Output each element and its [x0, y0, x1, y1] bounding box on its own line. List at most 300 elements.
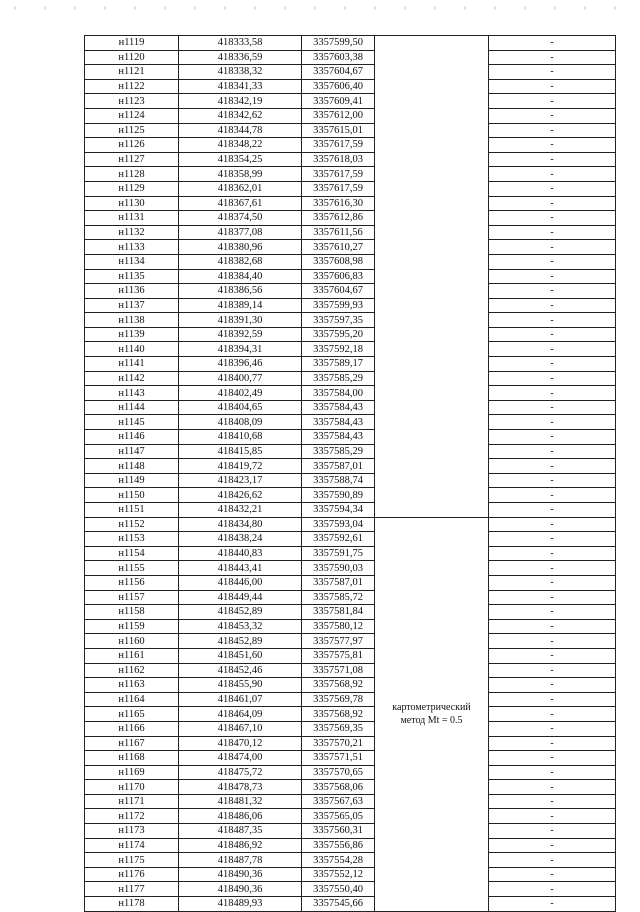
table-row: [85, 269, 616, 284]
point-id-cell: н1134: [85, 254, 179, 269]
table-row: [85, 473, 616, 488]
table-row: [85, 371, 616, 386]
table-row: [85, 357, 616, 372]
y-coordinate-cell: 3357592,18: [302, 342, 375, 357]
y-coordinate-cell: 3357587,01: [302, 575, 375, 590]
table-row: [85, 692, 616, 707]
accuracy-dash-cell: -: [489, 561, 616, 576]
x-coordinate-cell: 418487,35: [179, 824, 302, 839]
accuracy-dash-cell: -: [489, 459, 616, 474]
accuracy-dash-cell: -: [489, 692, 616, 707]
y-coordinate-cell: 3357617,59: [302, 138, 375, 153]
y-coordinate-cell: 3357584,43: [302, 430, 375, 445]
point-id-cell: н1133: [85, 240, 179, 255]
accuracy-dash-cell: -: [489, 488, 616, 503]
point-id-cell: н1171: [85, 794, 179, 809]
method-cell-empty: [375, 36, 489, 518]
accuracy-dash-cell: -: [489, 473, 616, 488]
table-row: [85, 459, 616, 474]
table-row: [85, 707, 616, 722]
accuracy-dash-cell: -: [489, 284, 616, 299]
y-coordinate-cell: 3357581,84: [302, 605, 375, 620]
point-id-cell: н1174: [85, 838, 179, 853]
table-row: [85, 152, 616, 167]
point-id-cell: н1135: [85, 269, 179, 284]
point-id-cell: н1155: [85, 561, 179, 576]
y-coordinate-cell: 3357570,65: [302, 765, 375, 780]
x-coordinate-cell: 418490,36: [179, 882, 302, 897]
point-id-cell: н1127: [85, 152, 179, 167]
table-row: [85, 298, 616, 313]
accuracy-dash-cell: -: [489, 532, 616, 547]
table-row: [85, 415, 616, 430]
accuracy-dash-cell: -: [489, 371, 616, 386]
table-row: [85, 751, 616, 766]
x-coordinate-cell: 418386,56: [179, 284, 302, 299]
accuracy-dash-cell: -: [489, 619, 616, 634]
y-coordinate-cell: 3357604,67: [302, 65, 375, 80]
x-coordinate-cell: 418489,93: [179, 897, 302, 912]
accuracy-dash-cell: -: [489, 415, 616, 430]
point-id-cell: н1172: [85, 809, 179, 824]
table-row: [85, 532, 616, 547]
y-coordinate-cell: 3357606,83: [302, 269, 375, 284]
method-line-1: картометрический: [392, 702, 471, 714]
x-coordinate-cell: 418342,19: [179, 94, 302, 109]
accuracy-dash-cell: -: [489, 211, 616, 226]
point-id-cell: н1159: [85, 619, 179, 634]
point-id-cell: н1140: [85, 342, 179, 357]
accuracy-dash-cell: -: [489, 327, 616, 342]
y-coordinate-cell: 3357590,03: [302, 561, 375, 576]
table-row: [85, 517, 616, 532]
y-coordinate-cell: 3357617,59: [302, 167, 375, 182]
point-id-cell: н1121: [85, 65, 179, 80]
table-row: [85, 561, 616, 576]
x-coordinate-cell: 418382,68: [179, 254, 302, 269]
x-coordinate-cell: 418461,07: [179, 692, 302, 707]
y-coordinate-cell: 3357585,29: [302, 371, 375, 386]
accuracy-dash-cell: -: [489, 546, 616, 561]
point-id-cell: н1119: [85, 36, 179, 51]
table-row: [85, 794, 616, 809]
x-coordinate-cell: 418396,46: [179, 357, 302, 372]
y-coordinate-cell: 3357580,12: [302, 619, 375, 634]
accuracy-dash-cell: -: [489, 590, 616, 605]
point-id-cell: н1158: [85, 605, 179, 620]
y-coordinate-cell: 3357616,30: [302, 196, 375, 211]
table-row: [85, 488, 616, 503]
y-coordinate-cell: 3357575,81: [302, 648, 375, 663]
x-coordinate-cell: 418490,36: [179, 867, 302, 882]
table-row: [85, 196, 616, 211]
table-row: [85, 678, 616, 693]
accuracy-dash-cell: -: [489, 342, 616, 357]
accuracy-dash-cell: -: [489, 634, 616, 649]
accuracy-dash-cell: -: [489, 751, 616, 766]
y-coordinate-cell: 3357571,51: [302, 751, 375, 766]
point-id-cell: н1162: [85, 663, 179, 678]
x-coordinate-cell: 418404,65: [179, 400, 302, 415]
table-row: [85, 444, 616, 459]
table-row: [85, 546, 616, 561]
x-coordinate-cell: 418451,60: [179, 648, 302, 663]
x-coordinate-cell: 418389,14: [179, 298, 302, 313]
point-id-cell: н1124: [85, 108, 179, 123]
accuracy-dash-cell: -: [489, 167, 616, 182]
table-row: [85, 50, 616, 65]
point-id-cell: н1130: [85, 196, 179, 211]
y-coordinate-cell: 3357568,92: [302, 678, 375, 693]
x-coordinate-cell: 418452,89: [179, 605, 302, 620]
table-row: [85, 897, 616, 912]
x-coordinate-cell: 418434,80: [179, 517, 302, 532]
accuracy-dash-cell: -: [489, 444, 616, 459]
accuracy-dash-cell: -: [489, 225, 616, 240]
x-coordinate-cell: 418415,85: [179, 444, 302, 459]
method-text: [377, 701, 487, 727]
table-row: [85, 590, 616, 605]
accuracy-dash-cell: -: [489, 780, 616, 795]
point-id-cell: н1139: [85, 327, 179, 342]
accuracy-dash-cell: -: [489, 108, 616, 123]
y-coordinate-cell: 3357592,61: [302, 532, 375, 547]
y-coordinate-cell: 3357599,93: [302, 298, 375, 313]
x-coordinate-cell: 418348,22: [179, 138, 302, 153]
table-row: [85, 867, 616, 882]
y-coordinate-cell: 3357612,86: [302, 211, 375, 226]
point-id-cell: н1163: [85, 678, 179, 693]
y-coordinate-cell: 3357591,75: [302, 546, 375, 561]
table-row: [85, 430, 616, 445]
x-coordinate-cell: 418394,31: [179, 342, 302, 357]
point-id-cell: н1138: [85, 313, 179, 328]
x-coordinate-cell: 418336,59: [179, 50, 302, 65]
y-coordinate-cell: 3357568,92: [302, 707, 375, 722]
point-id-cell: н1152: [85, 517, 179, 532]
table-row: [85, 79, 616, 94]
x-coordinate-cell: 418374,50: [179, 211, 302, 226]
x-coordinate-cell: 418384,40: [179, 269, 302, 284]
accuracy-dash-cell: -: [489, 65, 616, 80]
x-coordinate-cell: 418402,49: [179, 386, 302, 401]
y-coordinate-cell: 3357595,20: [302, 327, 375, 342]
y-coordinate-cell: 3357567,63: [302, 794, 375, 809]
x-coordinate-cell: 418470,12: [179, 736, 302, 751]
y-coordinate-cell: 3357615,01: [302, 123, 375, 138]
x-coordinate-cell: 418467,10: [179, 721, 302, 736]
y-coordinate-cell: 3357612,00: [302, 108, 375, 123]
accuracy-dash-cell: -: [489, 181, 616, 196]
accuracy-dash-cell: -: [489, 575, 616, 590]
x-coordinate-cell: 418344,78: [179, 123, 302, 138]
point-id-cell: н1151: [85, 503, 179, 518]
accuracy-dash-cell: -: [489, 882, 616, 897]
x-coordinate-cell: 418438,24: [179, 532, 302, 547]
x-coordinate-cell: 418452,46: [179, 663, 302, 678]
table-row: [85, 634, 616, 649]
table-row: [85, 65, 616, 80]
y-coordinate-cell: 3357604,67: [302, 284, 375, 299]
point-id-cell: н1129: [85, 181, 179, 196]
accuracy-dash-cell: -: [489, 503, 616, 518]
point-id-cell: н1131: [85, 211, 179, 226]
y-coordinate-cell: 3357571,08: [302, 663, 375, 678]
y-coordinate-cell: 3357599,50: [302, 36, 375, 51]
accuracy-dash-cell: -: [489, 838, 616, 853]
x-coordinate-cell: 418408,09: [179, 415, 302, 430]
accuracy-dash-cell: -: [489, 240, 616, 255]
point-id-cell: н1125: [85, 123, 179, 138]
point-id-cell: н1176: [85, 867, 179, 882]
point-id-cell: н1154: [85, 546, 179, 561]
x-coordinate-cell: 418354,25: [179, 152, 302, 167]
x-coordinate-cell: 418449,44: [179, 590, 302, 605]
y-coordinate-cell: 3357585,29: [302, 444, 375, 459]
y-coordinate-cell: 3357608,98: [302, 254, 375, 269]
y-coordinate-cell: 3357570,21: [302, 736, 375, 751]
x-coordinate-cell: 418400,77: [179, 371, 302, 386]
table-row: [85, 663, 616, 678]
y-coordinate-cell: 3357587,01: [302, 459, 375, 474]
point-id-cell: н1156: [85, 575, 179, 590]
point-id-cell: н1146: [85, 430, 179, 445]
y-coordinate-cell: 3357556,86: [302, 838, 375, 853]
x-coordinate-cell: 418380,96: [179, 240, 302, 255]
point-id-cell: н1177: [85, 882, 179, 897]
point-id-cell: н1161: [85, 648, 179, 663]
y-coordinate-cell: 3357552,12: [302, 867, 375, 882]
point-id-cell: н1137: [85, 298, 179, 313]
point-id-cell: н1149: [85, 473, 179, 488]
point-id-cell: н1148: [85, 459, 179, 474]
table-row: [85, 181, 616, 196]
point-id-cell: н1141: [85, 357, 179, 372]
x-coordinate-cell: 418452,89: [179, 634, 302, 649]
accuracy-dash-cell: -: [489, 313, 616, 328]
x-coordinate-cell: 418474,00: [179, 751, 302, 766]
accuracy-dash-cell: -: [489, 138, 616, 153]
x-coordinate-cell: 418342,62: [179, 108, 302, 123]
y-coordinate-cell: 3357611,56: [302, 225, 375, 240]
y-coordinate-cell: 3357568,06: [302, 780, 375, 795]
table-row: [85, 313, 616, 328]
accuracy-dash-cell: -: [489, 196, 616, 211]
accuracy-dash-cell: -: [489, 269, 616, 284]
y-coordinate-cell: 3357609,41: [302, 94, 375, 109]
y-coordinate-cell: 3357588,74: [302, 473, 375, 488]
x-coordinate-cell: 418392,59: [179, 327, 302, 342]
x-coordinate-cell: 418432,21: [179, 503, 302, 518]
y-coordinate-cell: 3357560,31: [302, 824, 375, 839]
point-id-cell: н1153: [85, 532, 179, 547]
y-coordinate-cell: 3357584,43: [302, 415, 375, 430]
method-line-2: метод Mt = 0.5: [400, 715, 463, 727]
x-coordinate-cell: 418440,83: [179, 546, 302, 561]
y-coordinate-cell: 3357545,66: [302, 897, 375, 912]
table-row: [85, 211, 616, 226]
y-coordinate-cell: 3357585,72: [302, 590, 375, 605]
table-row: [85, 386, 616, 401]
y-coordinate-cell: 3357617,59: [302, 181, 375, 196]
x-coordinate-cell: 418464,09: [179, 707, 302, 722]
x-coordinate-cell: 418423,17: [179, 473, 302, 488]
scan-header-noise: [0, 6, 640, 10]
coordinates-table: [84, 35, 616, 912]
x-coordinate-cell: 418487,78: [179, 853, 302, 868]
table-row: [85, 824, 616, 839]
point-id-cell: н1166: [85, 721, 179, 736]
accuracy-dash-cell: -: [489, 430, 616, 445]
accuracy-dash-cell: -: [489, 254, 616, 269]
table-row: [85, 284, 616, 299]
table-row: [85, 400, 616, 415]
point-id-cell: н1168: [85, 751, 179, 766]
accuracy-dash-cell: -: [489, 357, 616, 372]
point-id-cell: н1173: [85, 824, 179, 839]
accuracy-dash-cell: -: [489, 794, 616, 809]
table-row: [85, 780, 616, 795]
accuracy-dash-cell: -: [489, 663, 616, 678]
x-coordinate-cell: 418446,00: [179, 575, 302, 590]
accuracy-dash-cell: -: [489, 517, 616, 532]
y-coordinate-cell: 3357569,78: [302, 692, 375, 707]
point-id-cell: н1150: [85, 488, 179, 503]
accuracy-dash-cell: -: [489, 721, 616, 736]
y-coordinate-cell: 3357577,97: [302, 634, 375, 649]
accuracy-dash-cell: -: [489, 809, 616, 824]
point-id-cell: н1120: [85, 50, 179, 65]
point-id-cell: н1122: [85, 79, 179, 94]
point-id-cell: н1126: [85, 138, 179, 153]
point-id-cell: н1145: [85, 415, 179, 430]
y-coordinate-cell: 3357554,28: [302, 853, 375, 868]
point-id-cell: н1142: [85, 371, 179, 386]
point-id-cell: н1165: [85, 707, 179, 722]
point-id-cell: н1128: [85, 167, 179, 182]
accuracy-dash-cell: -: [489, 152, 616, 167]
x-coordinate-cell: 418367,61: [179, 196, 302, 211]
y-coordinate-cell: 3357550,40: [302, 882, 375, 897]
point-id-cell: н1170: [85, 780, 179, 795]
y-coordinate-cell: 3357584,43: [302, 400, 375, 415]
x-coordinate-cell: 418481,32: [179, 794, 302, 809]
point-id-cell: н1136: [85, 284, 179, 299]
x-coordinate-cell: 418358,99: [179, 167, 302, 182]
x-coordinate-cell: 418377,08: [179, 225, 302, 240]
y-coordinate-cell: 3357618,03: [302, 152, 375, 167]
table-row: [85, 254, 616, 269]
point-id-cell: н1144: [85, 400, 179, 415]
y-coordinate-cell: 3357603,38: [302, 50, 375, 65]
accuracy-dash-cell: -: [489, 94, 616, 109]
table-row: [85, 765, 616, 780]
y-coordinate-cell: 3357593,04: [302, 517, 375, 532]
x-coordinate-cell: 418443,41: [179, 561, 302, 576]
coordinates-table-body: [85, 36, 616, 912]
y-coordinate-cell: 3357606,40: [302, 79, 375, 94]
table-row: [85, 503, 616, 518]
point-id-cell: н1167: [85, 736, 179, 751]
accuracy-dash-cell: -: [489, 736, 616, 751]
table-row: [85, 108, 616, 123]
accuracy-dash-cell: -: [489, 298, 616, 313]
point-id-cell: н1147: [85, 444, 179, 459]
table-row: [85, 575, 616, 590]
table-row: [85, 736, 616, 751]
y-coordinate-cell: 3357590,89: [302, 488, 375, 503]
x-coordinate-cell: 418410,68: [179, 430, 302, 445]
table-row: [85, 853, 616, 868]
y-coordinate-cell: 3357594,34: [302, 503, 375, 518]
accuracy-dash-cell: -: [489, 765, 616, 780]
x-coordinate-cell: 418478,73: [179, 780, 302, 795]
table-row: [85, 721, 616, 736]
point-id-cell: н1164: [85, 692, 179, 707]
x-coordinate-cell: 418475,72: [179, 765, 302, 780]
accuracy-dash-cell: -: [489, 648, 616, 663]
accuracy-dash-cell: -: [489, 36, 616, 51]
table-row: [85, 838, 616, 853]
table-row: [85, 94, 616, 109]
point-id-cell: н1160: [85, 634, 179, 649]
y-coordinate-cell: 3357597,35: [302, 313, 375, 328]
table-row: [85, 882, 616, 897]
x-coordinate-cell: 418453,32: [179, 619, 302, 634]
accuracy-dash-cell: -: [489, 678, 616, 693]
point-id-cell: н1178: [85, 897, 179, 912]
table-row: [85, 167, 616, 182]
y-coordinate-cell: 3357569,35: [302, 721, 375, 736]
point-id-cell: н1157: [85, 590, 179, 605]
point-id-cell: н1175: [85, 853, 179, 868]
table-row: [85, 240, 616, 255]
x-coordinate-cell: 418486,06: [179, 809, 302, 824]
point-id-cell: н1123: [85, 94, 179, 109]
x-coordinate-cell: 418419,72: [179, 459, 302, 474]
x-coordinate-cell: 418338,32: [179, 65, 302, 80]
accuracy-dash-cell: -: [489, 400, 616, 415]
table-row: [85, 809, 616, 824]
x-coordinate-cell: 418391,30: [179, 313, 302, 328]
point-id-cell: н1143: [85, 386, 179, 401]
y-coordinate-cell: 3357589,17: [302, 357, 375, 372]
table-row: [85, 342, 616, 357]
accuracy-dash-cell: -: [489, 707, 616, 722]
accuracy-dash-cell: -: [489, 79, 616, 94]
point-id-cell: н1132: [85, 225, 179, 240]
table-row: [85, 619, 616, 634]
y-coordinate-cell: 3357584,00: [302, 386, 375, 401]
accuracy-dash-cell: -: [489, 824, 616, 839]
x-coordinate-cell: 418486,92: [179, 838, 302, 853]
accuracy-dash-cell: -: [489, 897, 616, 912]
x-coordinate-cell: 418341,33: [179, 79, 302, 94]
accuracy-dash-cell: -: [489, 867, 616, 882]
table-row: [85, 605, 616, 620]
table-row: [85, 225, 616, 240]
method-cell: [375, 517, 489, 911]
accuracy-dash-cell: -: [489, 605, 616, 620]
accuracy-dash-cell: -: [489, 853, 616, 868]
table-row: [85, 138, 616, 153]
table-row: [85, 648, 616, 663]
x-coordinate-cell: 418426,62: [179, 488, 302, 503]
y-coordinate-cell: 3357610,27: [302, 240, 375, 255]
x-coordinate-cell: 418362,01: [179, 181, 302, 196]
y-coordinate-cell: 3357565,05: [302, 809, 375, 824]
table-row: [85, 36, 616, 51]
